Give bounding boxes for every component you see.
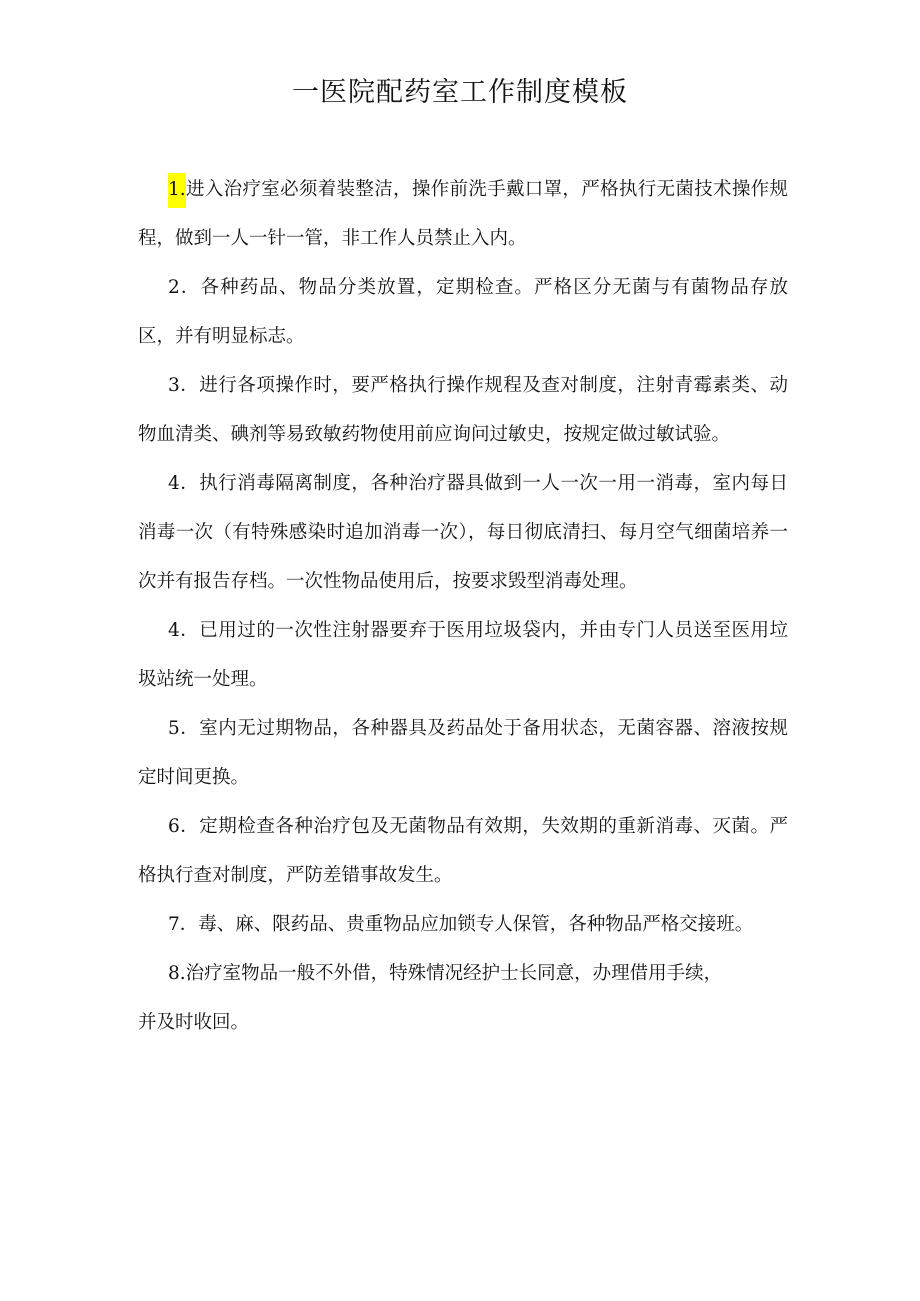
rule-paragraph-1 — [138, 165, 788, 263]
rule-number-5: 4 — [168, 620, 180, 641]
rule-paragraph-3 — [138, 361, 788, 459]
rule-text-9: 治疗室物品一般不外借，特殊情况经护士长同意，办理借用手续， — [185, 963, 723, 984]
rule-number-1: 1. — [168, 173, 186, 208]
rule-number-6: 5 — [168, 718, 180, 739]
rule-paragraph-5 — [138, 606, 788, 704]
document-title: 一医院配药室工作制度模板 — [292, 77, 628, 108]
rule-number-7: 6 — [168, 816, 180, 837]
rule-text-2: ．各种药品、物品分类放置，定期检查。严格区分无菌与有菌物品存放区，并有明显标志。 — [138, 277, 788, 347]
rule-text-4: ．执行消毒隔离制度，各种治疗器具做到一人一次一用一消毒，室内每日消毒一次（有特殊感染时追加消毒一次），每日彻底清扫、每月空气细菌培养一次并有报告存档。一次性物品使用后，按要求毁型消毒处理。 — [138, 473, 788, 592]
rule-paragraph-9 — [138, 949, 788, 1047]
rule-text-1: 进入治疗室必须着装整洁，操作前洗手戴口罩，严格执行无菌技术操作规程，做到一人一针一管，非工作人员禁止入内。 — [138, 179, 788, 249]
rule-text-3: ．进行各项操作时，要严格执行操作规程及查对制度，注射青霉素类、动物血清类、碘剂等易致敏药物使用前应询问过敏史，按规定做过敏试验。 — [138, 375, 788, 445]
rule-text-9-tail: 并及时收回。 — [138, 1012, 250, 1033]
rule-number-8: 7 — [168, 914, 180, 935]
rule-paragraph-6 — [138, 704, 788, 802]
rule-number-2: 2 — [168, 277, 180, 298]
rule-text-6: ．室内无过期物品，各种器具及药品处于备用状态，无菌容器、溶液按规定时间更换。 — [138, 718, 788, 788]
rule-number-9: 8. — [168, 963, 186, 984]
rule-paragraph-2 — [138, 263, 788, 361]
rule-number-3: 3 — [168, 375, 180, 396]
rule-text-7: ．定期检查各种治疗包及无菌物品有效期，失效期的重新消毒、灭菌。严格执行查对制度，严防差错事故发生。 — [138, 816, 788, 886]
rule-paragraph-4 — [138, 459, 788, 606]
rule-paragraph-7 — [138, 802, 788, 900]
rule-number-4: 4 — [168, 473, 180, 494]
rule-text-8: ．毒、麻、限药品、贵重物品应加锁专人保管，各种物品严格交接班。 — [179, 914, 754, 935]
rule-paragraph-8 — [138, 900, 788, 949]
rule-text-5: ．已用过的一次性注射器要弃于医用垃圾袋内，并由专门人员送至医用垃圾站统一处理。 — [138, 620, 788, 690]
document-body — [138, 165, 788, 1047]
